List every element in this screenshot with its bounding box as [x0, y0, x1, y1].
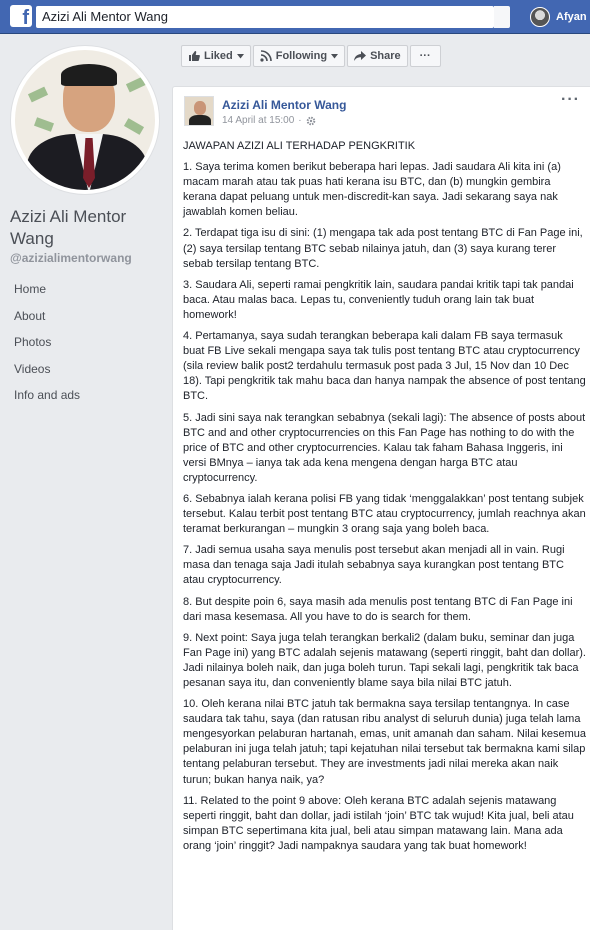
top-bar — [0, 0, 590, 34]
facebook-logo-icon[interactable]: f — [10, 5, 32, 27]
post-author-name[interactable]: Azizi Ali Mentor Wang — [222, 98, 347, 112]
post-author-avatar[interactable] — [184, 96, 214, 126]
page-action-bar — [181, 45, 441, 67]
post-timestamp[interactable]: 14 April at 15:00 — [222, 115, 295, 126]
post-paragraph: 7. Jadi semua usaha saya menulis post tersebut akan menjadi all in vain. Rugi masa dan tenaga saja Jadi itulah sebabnya saya kurangkan post tentang BTC atau cryptocurrency. — [183, 544, 565, 587]
following-label: Following — [275, 50, 328, 62]
user-avatar — [530, 7, 550, 27]
nav-item-home[interactable]: Home — [14, 282, 47, 296]
share-button[interactable] — [347, 45, 408, 67]
post-card — [172, 86, 590, 930]
share-arrow-icon — [354, 50, 366, 62]
share-label: Share — [370, 50, 401, 62]
thumbs-up-icon — [188, 50, 200, 62]
post-paragraph: 11. Related to the point 9 above: Oleh kerana BTC adalah sejenis matawang seperti ringgit, baht dan dollar, jadi istilah ‘join’ BTC tak wujud! Kita jual, beli atau simpan BTC sepertimana kita jual, beli atau simpan matawang lain. Mana ada orang ‘join’ ringgit? Jadi nampaknya saudara yang tak buat homework! — [183, 794, 574, 852]
search-input[interactable]: Azizi Ali Mentor Wang — [36, 6, 494, 28]
nav-item-photos[interactable]: Photos — [14, 335, 52, 349]
page-name: Azizi Ali Mentor Wang — [10, 207, 127, 248]
post-paragraph: 1. Saya terima komen berikut beberapa hari lepas. Jadi saudara Ali kita ini (a) macam marah atau tak puas hati kerana isu BTC, dan (b) mungkin gembira kerana dapat peluang untuk men-discredit-kan saya. Jadi sekarang saya nak jawablah komen beliau. — [183, 161, 561, 219]
rss-icon — [260, 50, 272, 62]
separator: · — [298, 115, 302, 126]
post-paragraph: 4. Pertamanya, saya sudah terangkan beberapa kali dalam FB saya termasuk buat FB Live sekali mengapa saya tak tulis post tentang BTC atau cryptocurrency (sila review balik post2 terdahulu termasuk post pada 3 Jul, 15 Nov dan 10 Dec 18). Tapi pengkritik tak mahu baca dan hanya nampak the absence of post tentang BTC. — [183, 330, 586, 403]
post-paragraph: 5. Jadi sini saya nak terangkan sebabnya (sekali lagi): The absence of posts about BTC and and other cryptocurrencies on this Fan Page has nothing to do with the price of BTC and other cryptocurrencies. Kalau tak faham Bahasa Inggeris, ini versi BMnya – ianya tak ada kena mengena dengan harga BTC atau cryptocurrency. — [183, 411, 586, 484]
post-paragraph: 8. But despite poin 6, saya masih ada menulis post tentang BTC di Fan Page ini dari masa kesemasa. All you have to do is search for them. — [183, 595, 573, 623]
nav-item-info-and-ads[interactable]: Info and ads — [14, 388, 81, 402]
post-paragraph: 10. Oleh kerana nilai BTC jatuh tak bermakna saya tersilap tentangnya. In case saudara tak tahu, saya (dan ratusan ribu analyst di seluruh dunia) juga telah lama mengesyorkan pelaburan hartanah, emas, unit amanah dan saham. Nilai kesemua pelaburan ini juga telah jatuh; tapi kejatuhan nilai tersebut tak bermakna kami silap tentang pelaburan tersebut. They are investments jadi nilai mereka akan naik turun; bukan hanya naik, ya? — [183, 698, 586, 786]
more-icon: ··· — [419, 50, 431, 62]
user-name: Afyan — [556, 11, 587, 23]
liked-button[interactable] — [181, 45, 251, 67]
post-body — [183, 139, 587, 860]
chevron-down-icon — [331, 54, 338, 59]
post-options-button[interactable]: ··· — [561, 91, 580, 108]
post-paragraph: 3. Saudara Ali, seperti ramai pengkritik lain, saudara pandai kritik tapi tak pandai baca. Atau malas baca. Lepas tu, conveniently tuduh orang lain tak buat homework! — [183, 278, 574, 321]
post-meta — [222, 115, 316, 126]
more-options-button[interactable] — [410, 45, 441, 67]
page-handle[interactable]: @azizialimentorwang — [10, 251, 132, 265]
user-profile-link[interactable] — [530, 6, 587, 28]
post-paragraph: 2. Terdapat tiga isu di sini: (1) mengapa tak ada post tentang BTC di Fan Page ini, (2) saya tersilap tentang BTC sebab nilainya jatuh, dan (3) saya kurang terer sebab tersilap tentang BTC. — [183, 227, 583, 270]
nav-item-videos[interactable]: Videos — [14, 361, 51, 376]
liked-label: Liked — [204, 50, 233, 62]
chevron-down-icon — [237, 54, 244, 59]
post-title: JAWAPAN AZIZI ALI TERHADAP PENGKRITIK — [183, 140, 416, 152]
page-nav — [0, 276, 165, 409]
search-button[interactable] — [494, 6, 510, 28]
post-paragraph: 9. Next point: Saya juga telah terangkan berkali2 (dalam buku, seminar dan juga Fan Page ini) yang BTC adalah sejenis matawang (seperti ringgit, baht dan dollar). Jadi nilainya boleh naik, dan juga boleh turun. Tapi sekali lagi, pengkritik tak baca pesanan saya itu, dan conveniently blame saya bila nilai BTC jatuh. — [183, 631, 586, 689]
following-button[interactable] — [253, 45, 345, 67]
nav-item-about[interactable]: About — [14, 308, 46, 323]
post-paragraph: 6. Sebabnya ialah kerana polisi FB yang tidak ‘menggalakkan’ post tentang subjek tersebut. Kalau terbit post tentang BTC atau cryptocurrency, jumlah reachnya akan teramat berkurangan – mungkin 3 orang saja yang boleh baca. — [183, 492, 586, 536]
gear-icon[interactable] — [306, 116, 316, 126]
page-profile-picture[interactable] — [10, 45, 160, 195]
